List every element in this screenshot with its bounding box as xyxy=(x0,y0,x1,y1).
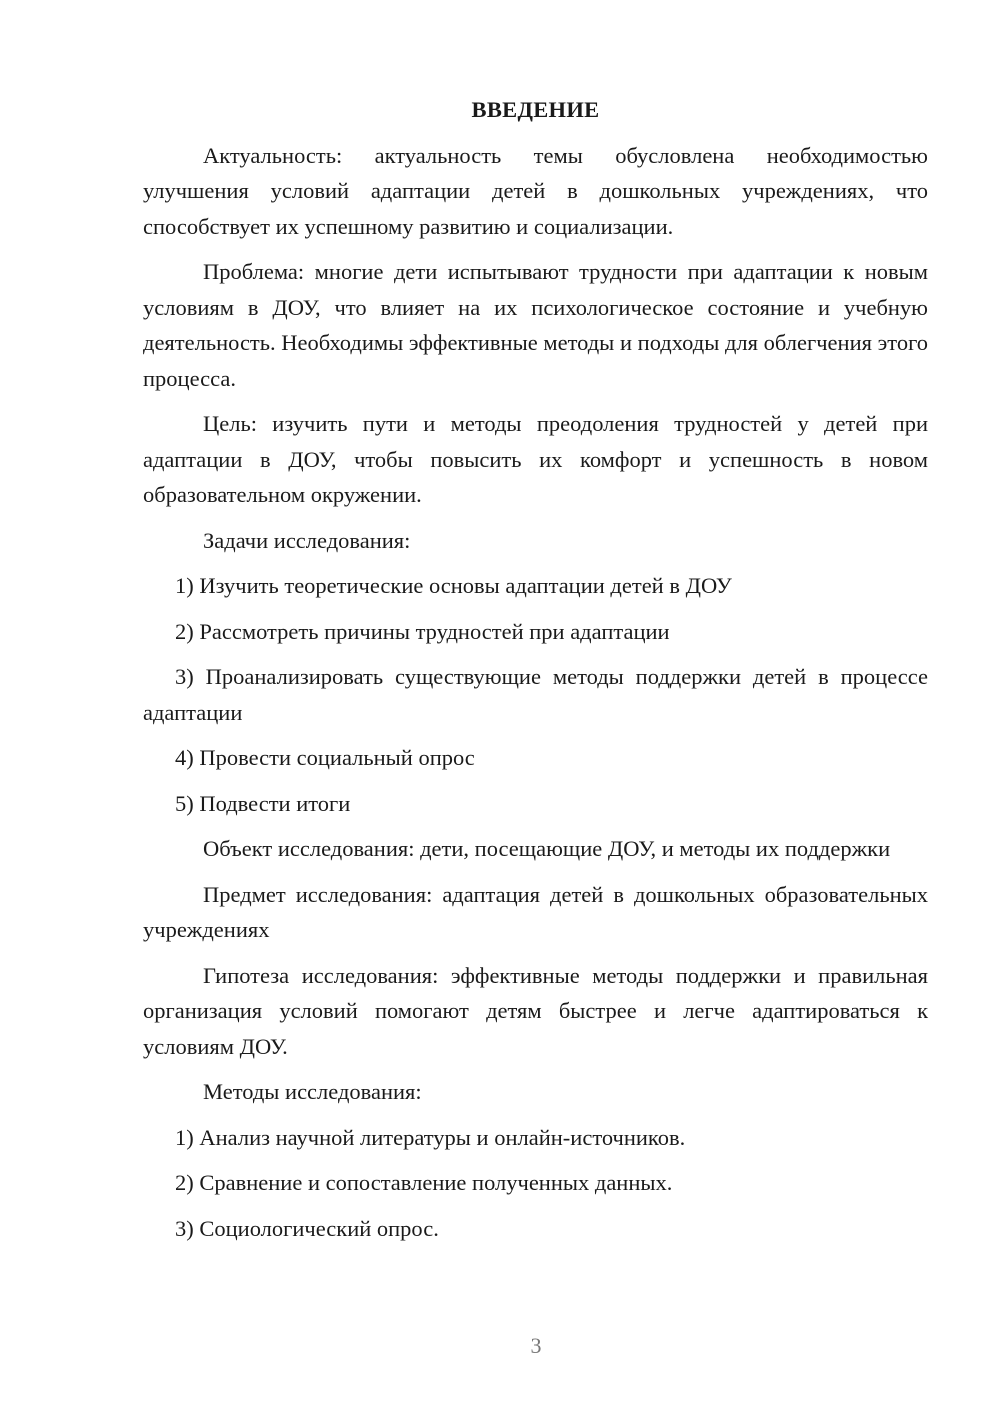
paragraph-methods-heading: Методы исследования: xyxy=(203,1079,422,1104)
paragraph-subject: Предмет исследования: адаптация детей в дошкольных образовательных учреждениях xyxy=(143,881,928,942)
list-item-task-2: 2) Рассмотреть причины трудностей при адаптации xyxy=(175,618,670,644)
paragraph-goal: Цель: изучить пути и методы преодоления трудностей у детей при адаптации в ДОУ, чтобы повысить их комфорт и успешность в новом образовательном окружении. xyxy=(143,411,928,507)
paragraph-tasks-heading: Задачи исследования: xyxy=(203,527,411,553)
paragraph-problem: Проблема: многие дети испытывают трудности при адаптации к новым условиям в ДОУ, что влияет на их психологическое состояние и учебную деятельность. Необходимы эффективные методы и подходы для облегчения этого процесса. xyxy=(143,259,928,391)
paragraph-object: Объект исследования: дети, посещающие ДОУ, и методы их поддержки xyxy=(203,836,891,861)
paragraph-relevance: Актуальность: актуальность темы обусловлена необходимостью улучшения условий адаптации детей в дошкольных учреждениях, что способствует их успешному развитию и социализации. xyxy=(143,142,928,239)
list-item-task-3: 3) Проанализировать существующие методы поддержки детей в процессе адаптации xyxy=(143,664,928,725)
list-item-task-5: 5) Подвести итоги xyxy=(175,790,351,816)
section-title: ВВЕДЕНИЕ xyxy=(471,97,600,122)
list-item-method-3: 3) Социологический опрос. xyxy=(175,1215,439,1241)
document-page xyxy=(143,92,928,1256)
page-number: 3 xyxy=(530,1333,542,1358)
paragraph-hypothesis: Гипотеза исследования: эффективные методы поддержки и правильная организация условий помогают детям быстрее и легче адаптироваться к условиям ДОУ. xyxy=(143,962,928,1059)
list-item-method-1: 1) Анализ научной литературы и онлайн-источников. xyxy=(175,1124,686,1150)
list-item-task-4: 4) Провести социальный опрос xyxy=(175,745,475,770)
list-item-method-2: 2) Сравнение и сопоставление полученных данных. xyxy=(175,1170,673,1195)
list-item-task-1: 1) Изучить теоретические основы адаптации детей в ДОУ xyxy=(175,573,732,598)
